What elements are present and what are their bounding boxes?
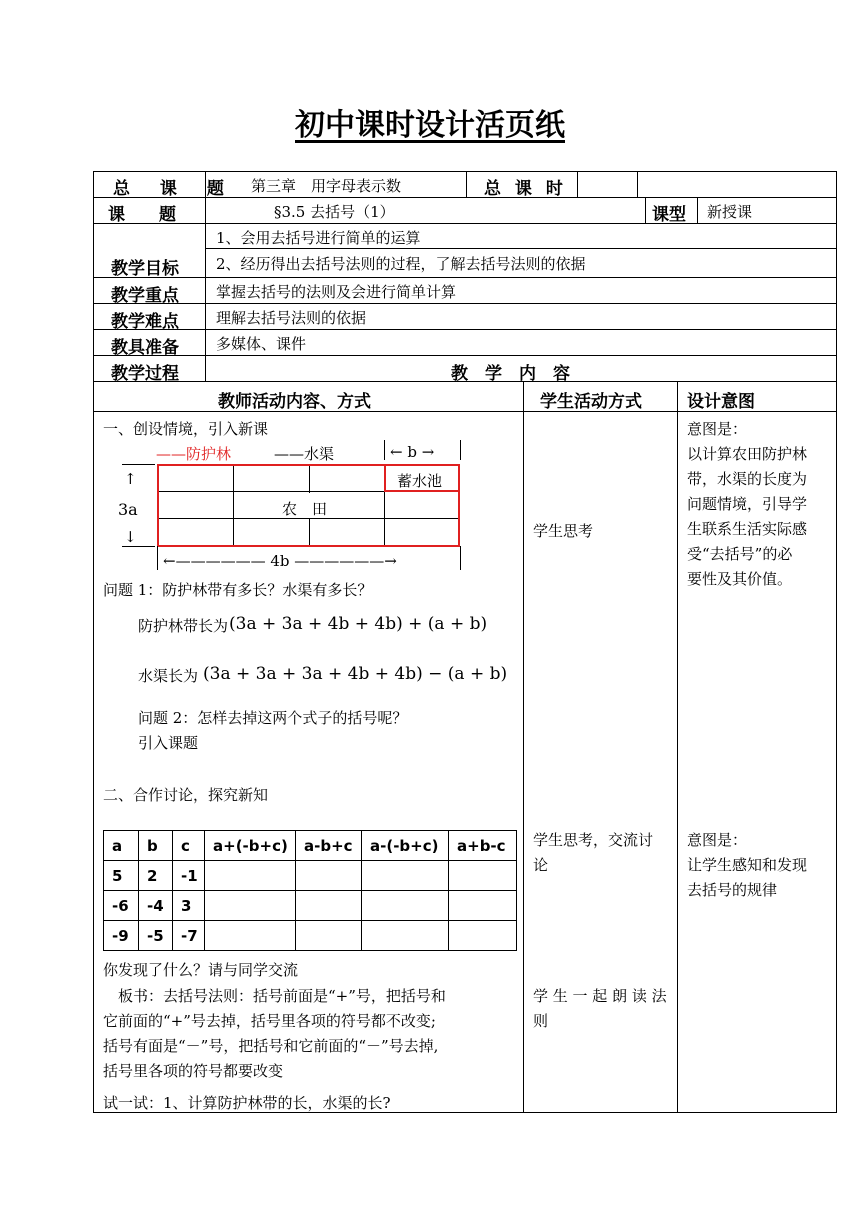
table-header-cell: b bbox=[139, 831, 173, 861]
lesson-type-value: 新授课 bbox=[707, 203, 753, 221]
student-activity-2-line-1: 学生思考，交流讨 bbox=[533, 831, 654, 849]
table-cell bbox=[449, 921, 517, 951]
table-row bbox=[104, 891, 517, 921]
table-cell: 2 bbox=[139, 861, 173, 891]
section-1-heading: 一、创设情境，引入新课 bbox=[103, 420, 269, 438]
table-cell bbox=[205, 921, 296, 951]
table-header-cell: c bbox=[173, 831, 205, 861]
table-cell bbox=[362, 861, 449, 891]
tools-value: 多媒体、课件 bbox=[216, 335, 307, 353]
table-cell: -7 bbox=[173, 921, 205, 951]
key-point-label: 教学重点 bbox=[111, 286, 179, 306]
student-column-header: 学生活动方式 bbox=[540, 392, 642, 412]
table-header-cell: a bbox=[104, 831, 139, 861]
process-label: 教学过程 bbox=[111, 364, 179, 384]
rule-line-2: 它前面的“+”号去掉，括号里各项的符号都不改变; bbox=[103, 1012, 436, 1030]
values-table bbox=[103, 830, 517, 951]
table-cell: -1 bbox=[173, 861, 205, 891]
legend-canal: ——水渠 bbox=[274, 445, 335, 463]
table-cell bbox=[205, 861, 296, 891]
discover-prompt: 你发现了什么？请与同学交流 bbox=[103, 961, 299, 979]
forest-length-label: 防护林带长为 bbox=[138, 617, 229, 635]
objective-2: 2、经历得出去括号法则的过程，了解去括号法则的依据 bbox=[216, 255, 586, 273]
width-b-label: ← b → bbox=[390, 443, 435, 461]
table-row bbox=[104, 921, 517, 951]
intent-1-line: 以计算农田防护林 bbox=[687, 445, 808, 463]
arrow-up-icon: ↑ bbox=[124, 470, 137, 488]
topic-label: 课 题 bbox=[108, 205, 176, 225]
table-header-cell: a+(-b+c) bbox=[205, 831, 296, 861]
canal-length-label: 水渠长为 bbox=[138, 667, 199, 685]
table-cell bbox=[296, 861, 362, 891]
topic-value: §3.5 去括号（1） bbox=[274, 203, 395, 221]
forest-length-expression: (3a + 3a + 4b + 4b) + (a + b) bbox=[229, 614, 488, 634]
intent-2-line: 让学生感知和发现 bbox=[687, 856, 808, 874]
arrow-down-icon: ↓ bbox=[124, 528, 137, 546]
student-activity-1: 学生思考 bbox=[533, 522, 594, 540]
table-cell: -9 bbox=[104, 921, 139, 951]
table-row bbox=[104, 861, 517, 891]
total-hours-label: 总 课 时 bbox=[484, 179, 567, 199]
tools-label: 教具准备 bbox=[111, 338, 179, 358]
student-activity-3-line-2: 则 bbox=[533, 1012, 549, 1030]
table-header-row bbox=[104, 831, 517, 861]
total-topic-label: 总 课 题 bbox=[113, 179, 236, 199]
table-cell bbox=[449, 861, 517, 891]
table-cell: 5 bbox=[104, 861, 139, 891]
section-2-heading: 二、合作讨论，探究新知 bbox=[103, 786, 269, 804]
table-cell bbox=[362, 891, 449, 921]
objectives-label: 教学目标 bbox=[111, 259, 179, 279]
rule-line-4: 括号里各项的符号都要改变 bbox=[103, 1062, 284, 1080]
table-cell: 3 bbox=[173, 891, 205, 921]
rule-line-3: 括号有面是“－”号，把括号和它前面的“－”号去掉, bbox=[103, 1037, 439, 1055]
lesson-type-label: 课型 bbox=[652, 205, 686, 225]
intent-2-title: 意图是： bbox=[687, 831, 748, 849]
intent-1-line: 带，水渠的长度为 bbox=[687, 470, 808, 488]
height-3a-label: 3a bbox=[118, 500, 138, 519]
objective-1: 1、会用去括号进行简单的运算 bbox=[216, 229, 421, 247]
table-cell: -4 bbox=[139, 891, 173, 921]
intent-1-line: 受“去括号”的必 bbox=[687, 545, 793, 563]
difficulty-value: 理解去括号法则的依据 bbox=[216, 309, 367, 327]
reservoir-label: 蓄水池 bbox=[397, 472, 443, 490]
farmland-label: 农 田 bbox=[282, 500, 328, 518]
difficulty-label: 教学难点 bbox=[111, 312, 179, 332]
intent-1-line: 问题情境，引导学 bbox=[687, 495, 808, 513]
table-cell bbox=[449, 891, 517, 921]
intro-text: 引入课题 bbox=[138, 734, 199, 752]
table-cell bbox=[362, 921, 449, 951]
question-1: 问题 1：防护林带有多长？水渠有多长？ bbox=[103, 581, 373, 599]
table-cell bbox=[296, 921, 362, 951]
intent-1-line: 生联系生活实际感 bbox=[687, 520, 808, 538]
student-activity-3-line-1: 学 生 一 起 朗 读 法 bbox=[533, 987, 667, 1005]
key-point-value: 掌握去括号的法则及会进行简单计算 bbox=[216, 283, 457, 301]
content-label: 教 学 内 容 bbox=[451, 364, 570, 384]
table-cell bbox=[296, 891, 362, 921]
intent-column-header: 设计意图 bbox=[687, 392, 755, 412]
intent-2-line: 去括号的规律 bbox=[687, 881, 778, 899]
canal-length-expression: (3a + 3a + 3a + 4b + 4b) − (a + b) bbox=[203, 664, 508, 684]
page-title: 初中课时设计活页纸 bbox=[295, 108, 565, 143]
table-header-cell: a-b+c bbox=[296, 831, 362, 861]
width-4b-label: ←—————— 4b ——————→ bbox=[163, 552, 397, 570]
intent-1-line: 要性及其价值。 bbox=[687, 570, 793, 588]
intent-1-title: 意图是： bbox=[687, 420, 748, 438]
table-header-cell: a+b-c bbox=[449, 831, 517, 861]
rule-line-1: 板书：去括号法则：括号前面是“+”号，把括号和 bbox=[118, 987, 446, 1005]
total-topic-value: 第三章 用字母表示数 bbox=[251, 177, 402, 195]
table-cell: -5 bbox=[139, 921, 173, 951]
student-activity-2-line-2: 论 bbox=[533, 856, 549, 874]
teacher-column-header: 教师活动内容、方式 bbox=[218, 392, 371, 412]
legend-forest: ——防护林 bbox=[156, 445, 232, 463]
table-header-cell: a-(-b+c) bbox=[362, 831, 449, 861]
table-cell bbox=[205, 891, 296, 921]
try-exercise: 试一试：1、计算防护林带的长，水渠的长? bbox=[103, 1094, 391, 1112]
question-2: 问题 2：怎样去掉这两个式子的括号呢？ bbox=[138, 709, 408, 727]
table-cell: -6 bbox=[104, 891, 139, 921]
